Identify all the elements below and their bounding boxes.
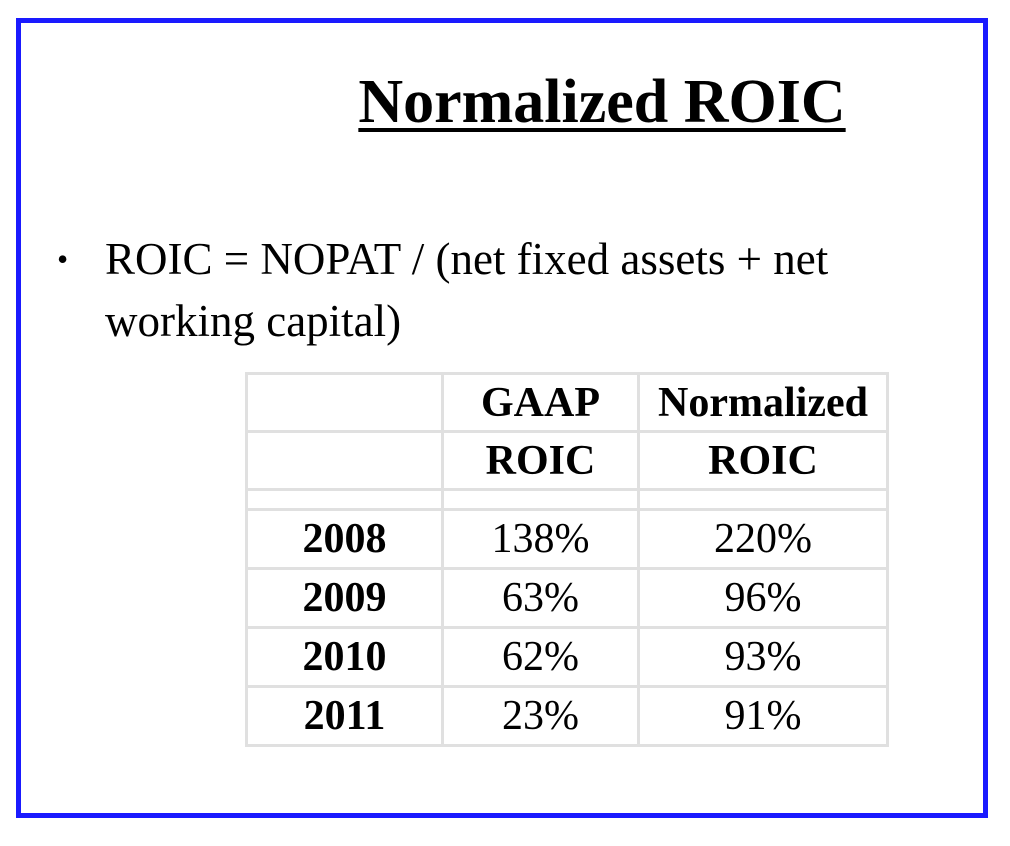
normalized-roic-cell: 91%	[639, 687, 888, 746]
bullet-marker: •	[57, 241, 69, 277]
gaap-roic-cell: 63%	[443, 569, 639, 628]
table-spacer-cell	[247, 490, 443, 510]
table-row	[247, 687, 888, 746]
table-header-cell: Normalized	[639, 374, 888, 432]
slide-title-text: Normalized ROIC	[358, 68, 846, 136]
gaap-roic-cell: 138%	[443, 510, 639, 569]
normalized-roic-cell: 96%	[639, 569, 888, 628]
normalized-roic-cell: 220%	[639, 510, 888, 569]
normalized-roic-cell: 93%	[639, 628, 888, 687]
table-header-cell: ROIC	[443, 432, 639, 490]
table-header-row	[247, 432, 888, 490]
year-cell: 2010	[247, 628, 443, 687]
slide-title	[21, 65, 983, 139]
table-header-cell: ROIC	[639, 432, 888, 490]
gaap-roic-cell: 23%	[443, 687, 639, 746]
year-cell: 2011	[247, 687, 443, 746]
bullet-text: ROIC = NOPAT / (net fixed assets + net working capital)	[105, 234, 829, 346]
year-cell: 2008	[247, 510, 443, 569]
table-header-cell: GAAP	[443, 374, 639, 432]
table-row	[247, 569, 888, 628]
table-header-cell	[247, 432, 443, 490]
table-header-cell	[247, 374, 443, 432]
gaap-roic-cell: 62%	[443, 628, 639, 687]
table-header-row	[247, 374, 888, 432]
slide-frame	[16, 18, 988, 818]
table-row	[247, 510, 888, 569]
table-spacer-row	[247, 490, 888, 510]
table-spacer-cell	[639, 490, 888, 510]
bullet-point	[57, 228, 957, 352]
table-row	[247, 628, 888, 687]
year-cell: 2009	[247, 569, 443, 628]
table-spacer-cell	[443, 490, 639, 510]
roic-table	[245, 372, 889, 747]
